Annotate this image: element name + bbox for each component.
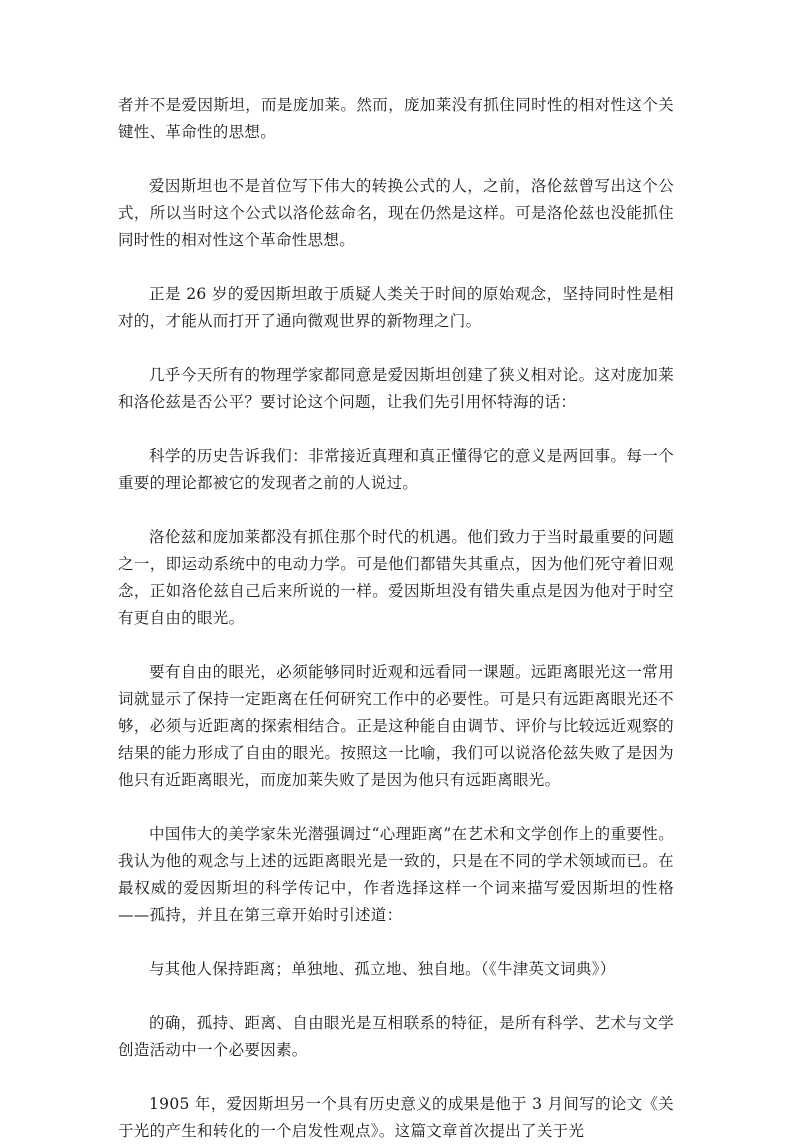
paragraph-einstein-age-26: 正是 26 岁的爱因斯坦敢于质疑人类关于时间的原始观念，坚持同时性是相对的，才能从而打开了通向微观世界的新物理之门。 bbox=[118, 285, 674, 330]
paragraph-psychological-distance: 中国伟大的美学家朱光潜强调过“心理距离”在艺术和文学创作上的重要性。我认为他的观念与上述的远距离眼光是一致的，只是在不同的学术领域而已。在最权威的爱因斯坦的科学传记中，作者选择这样一个词来描写爱因斯坦的性格——孤持，并且在第三章开始时引述道： bbox=[118, 825, 674, 924]
paragraph-1905-paper: 1905 年，爱因斯坦另一个具有历史意义的成果是他于 3 月间写的论文《关于光的产生和转化的一个启发性观点》。这篇文章首次提出了关于光 bbox=[118, 1095, 674, 1140]
paragraph-free-vision: 要有自由的眼光，必须能够同时近观和远看同一课题。远距离眼光这一常用词就显示了保持一定距离在任何研究工作中的必要性。可是只有远距离眼光还不够，必须与近距离的探索相结合。正是这种能自由调节、评价与比较远近观察的结果的能力形成了自由的眼光。按照这一比喻，我们可以说洛伦兹失败了是因为他只有近距离眼光，而庞加莱失败了是因为他只有远距离眼光。 bbox=[118, 663, 674, 789]
paragraph-continuation: 者并不是爱因斯坦，而是庞加莱。然而，庞加莱没有抓住同时性的相对性这个关键性、革命性的思想。 bbox=[118, 96, 674, 141]
paragraph-oxford-definition: 与其他人保持距离；单独地、孤立地、独自地。（《牛津英文词典》） bbox=[149, 960, 616, 978]
document-page bbox=[118, 92, 674, 1145]
paragraph-creative-factor: 的确，孤持、距离、自由眼光是互相联系的特征，是所有科学、艺术与文学创造活动中一个必要因素。 bbox=[118, 1014, 674, 1059]
paragraph-whitehead-quote: 科学的历史告诉我们：非常接近真理和真正懂得它的意义是两回事。每一个重要的理论都被它的发现者之前的人说过。 bbox=[118, 447, 674, 492]
paragraph-transformation-formula: 爱因斯坦也不是首位写下伟大的转换公式的人，之前，洛伦兹曾写出这个公式，所以当时这个公式以洛伦兹命名，现在仍然是这样。可是洛伦兹也没能抓住同时性的相对性这个革命性思想。 bbox=[118, 177, 674, 249]
paragraph-missed-opportunity: 洛伦兹和庞加莱都没有抓住那个时代的机遇。他们致力于当时最重要的问题之一，即运动系统中的电动力学。可是他们都错失其重点，因为他们死守着旧观念，正如洛伦兹自己后来所说的一样。爱因斯坦没有错失重点是因为他对于时空有更自由的眼光。 bbox=[118, 528, 674, 627]
paragraph-special-relativity: 几乎今天所有的物理学家都同意是爱因斯坦创建了狭义相对论。这对庞加莱和洛伦兹是否公平？要讨论这个问题，让我们先引用怀特海的话： bbox=[118, 366, 674, 411]
